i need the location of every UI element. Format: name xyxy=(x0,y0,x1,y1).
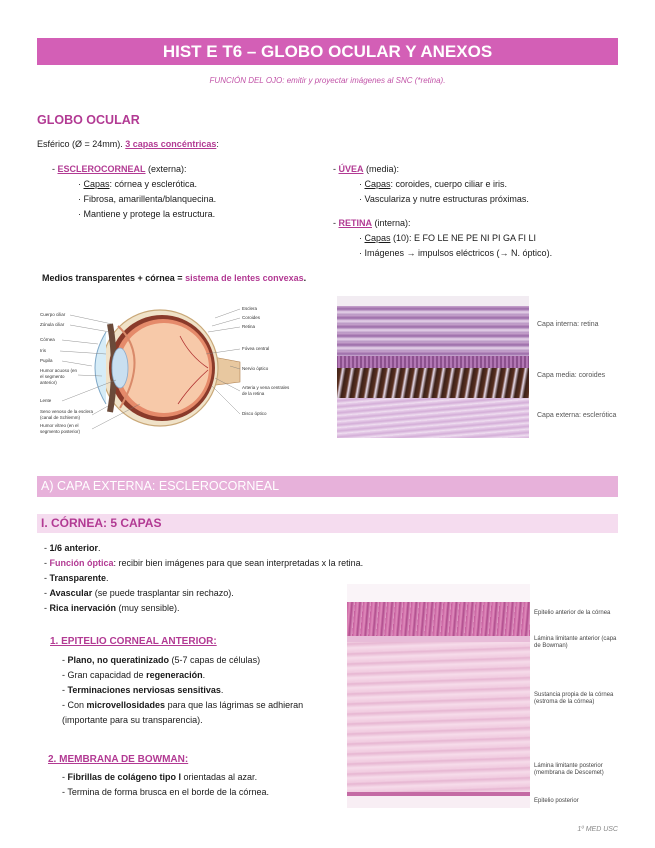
cornea-label-3: Lámina limitante posterior (membrana de Descemet) xyxy=(534,763,604,776)
retina-label-0: Capa interna: retina xyxy=(537,321,599,328)
eye-label-left-5: Humor acuoso (en el segmento anterior) xyxy=(40,368,78,385)
cornea-label-0: Epitelio anterior de la córnea xyxy=(534,610,611,616)
eye-label-right-1: Coroides xyxy=(242,315,261,320)
retina-block: - RETINA (interna): · Capas (10): E FO LE NE PE NI PI GA FI LI · Imágenes → impulsos eléctricos (→ N. óptico). xyxy=(333,218,553,258)
page-subtitle: FUNCIÓN DEL OJO: emitir y proyectar imágenes al SNC (*retina). xyxy=(209,76,446,85)
lens-shape xyxy=(112,348,128,388)
eye-label-right-2: Retina xyxy=(242,324,256,329)
epitelio-title: 1. EPITELIO CORNEAL ANTERIOR: xyxy=(50,636,217,647)
eye-label-left-2: Córnea xyxy=(40,337,55,342)
section-a-bar xyxy=(37,476,618,497)
bowman-title: 2. MEMBRANA DE BOWMAN: xyxy=(48,754,189,765)
eye-label-left-3: Iris xyxy=(40,348,46,353)
globo-intro: Esférico (Ø = 24mm). 3 capas concéntricas: xyxy=(37,139,219,149)
eye-label-left-6: Lente xyxy=(40,398,52,403)
section-heading-globo: GLOBO OCULAR xyxy=(37,113,140,127)
eye-label-left-4: Pupila xyxy=(40,358,53,363)
bowman-list: - Fibrillas de colágeno tipo I orientadas al azar. - Termina de forma brusca en el borde de la córnea. xyxy=(62,772,269,797)
eye-label-right-0: Esclera xyxy=(242,306,258,311)
retina-label-2: Capa externa: esclerótica xyxy=(537,412,617,419)
eye-label-left-8: Humor vítreo (en el segmento posterior) xyxy=(40,423,81,434)
eye-label-right-6: Disco óptico xyxy=(242,411,267,416)
cornea-title: I. CÓRNEA: 5 CAPAS xyxy=(41,516,162,530)
page-title: HIST E T6 – GLOBO OCULAR Y ANEXOS xyxy=(162,42,493,61)
cornea-label-2: Sustancia propia de la córnea (estroma de la córnea) xyxy=(534,692,614,705)
cornea-bullets: - 1/6 anterior. - Función óptica: recibir bien imágenes para que sean interpretadas x la retina. - Transparente. - Avascular (se puede trasplantar sin rechazo). - Rica inervación (muy sensible). xyxy=(44,543,364,613)
eye-label-left-0: Cuerpo ciliar xyxy=(40,312,66,317)
cornea-shape xyxy=(95,332,106,404)
eye-label-left-7: Seno venoso de la esclera (canal de Schlemm) xyxy=(40,409,94,420)
uvea-block: - ÚVEA (media): · Capas: coroides, cuerpo ciliar e iris. · Vasculariza y nutre estructuras próximas. xyxy=(333,164,529,204)
page-title-banner xyxy=(37,38,618,65)
eye-label-left-1: Zónula ciliar xyxy=(40,322,65,327)
retina-histology-image xyxy=(337,296,529,438)
epitelio-list: - Plano, no queratinizado (5-7 capas de células) - Gran capacidad de regeneración. - Terminaciones nerviosas sensitivas. - Con microvellosidades para que las lágrimas se adhieran (importante para su transparencia). xyxy=(62,655,304,725)
eye-label-right-4: Nervio óptico xyxy=(242,366,269,371)
cornea-label-1: Lámina limitante anterior (capa de Bowman) xyxy=(534,636,617,649)
esclerocorneal-block: - ESCLEROCORNEAL (externa): · Capas: córnea y esclerótica. · Fibrosa, amarillenta/blanquecina. · Mantiene y protege la estructura. xyxy=(52,164,217,219)
eye-label-right-3: Fóvea central xyxy=(242,346,270,351)
cornea-histology-image xyxy=(347,584,530,808)
section-a-title: A) CAPA EXTERNA: ESCLEROCORNEAL xyxy=(41,479,280,493)
cornea-label-4: Epitelio posterior xyxy=(534,798,579,804)
vitreous-shape xyxy=(119,323,209,413)
cornea-bar xyxy=(37,514,618,533)
eye-anatomy-figure xyxy=(40,296,325,444)
medios-line: Medios transparentes + córnea = sistema de lentes convexas. xyxy=(42,273,307,283)
page-footer: 1º MED USC xyxy=(577,826,618,833)
retina-label-1: Capa media: coroides xyxy=(537,372,606,379)
eye-label-right-5: Arteria y vena centrales de la retina xyxy=(242,385,290,396)
